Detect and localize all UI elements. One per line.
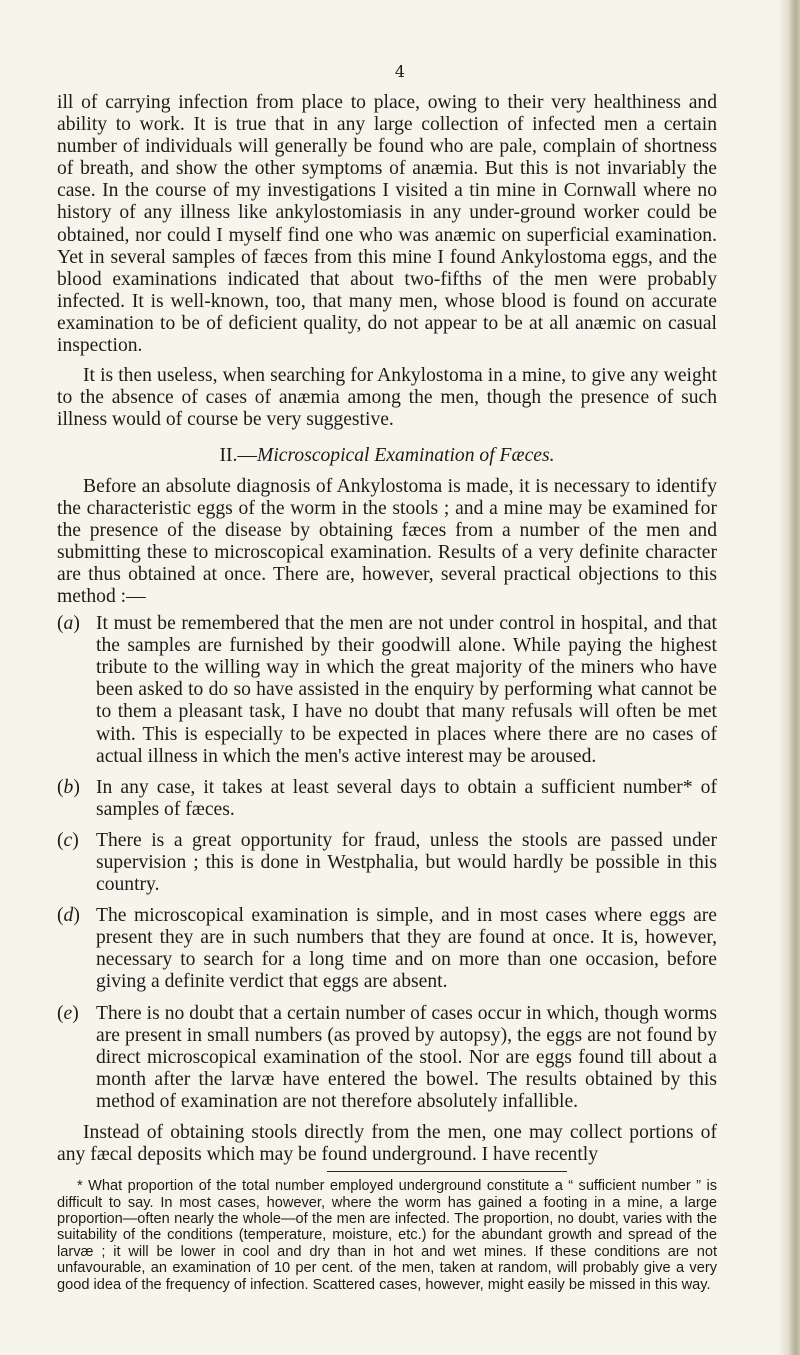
body-text — [57, 92, 717, 1293]
list-item — [57, 613, 717, 768]
page-edge-shadow — [778, 0, 800, 1355]
list-item-marker: (c) — [57, 829, 79, 851]
paragraph-1: ill of carrying infection from place to place, owing to their very healthiness and ability to work. It is true that in any large collection of infected men a certain number of individuals will generally be found who are pale, complain of shortness of breath, and show the other symptoms of anæmia. But this is not invariably the case. In the course of my investigations I visited a tin mine in Cornwall where no history of any illness like ankylostomiasis in any under-ground worker could be obtained, nor could I myself find one who was anæmic on superficial examination. Yet in several samples of fæces from this mine I found Ankylostoma eggs, and the blood examinations indicated that about two-fifths of the men were probably infected. It is well-known, too, that many men, whose blood is found on accurate examination to be of deficient quality, do not appear to be at all anæmic on casual inspection. — [57, 92, 717, 357]
list-item-text: It must be remembered that the men are not under control in hospital, and that the samples are furnished by their goodwill alone. While paying the highest tribute to the willing way in which the great majority of the miners who have been asked to do so have assisted in the enquiry by performing what cannot be to them a pleasant task, I have no doubt that many refusals will often be met with. This is especially to be expected in places where there are no cases of actual illness in which the men's active interest may be aroused. — [96, 613, 717, 767]
page-number: 4 — [394, 62, 406, 81]
section-heading — [57, 445, 717, 467]
list-item — [57, 830, 717, 896]
footnote — [57, 1178, 717, 1293]
list-item-marker: (b) — [57, 776, 80, 798]
footnote-separator — [327, 1171, 567, 1172]
paragraph-last: Instead of obtaining stools directly from the men, one may collect portions of any fæcal deposits which may be found underground. I have recently — [57, 1122, 717, 1166]
list-item-text: The microscopical examination is simple, and in most cases where eggs are present they are in such numbers that they are found at once. It is, however, necessary to search for a long time and on more than one occasion, before giving a definite verdict that eggs are absent. — [96, 905, 717, 993]
list-item-marker: (a) — [57, 613, 80, 635]
list-item-marker: (d) — [57, 905, 80, 927]
objections-list — [57, 613, 717, 1113]
footnote-text: * What proportion of the total number employed underground constitute a “ sufficient number ” is difficult to say. In most cases, however, where the worm has gained a footing in a mine, a large proportion—often nearly the whole—of the men are infected. The proportion, no doubt, varies with the suitability of the conditions (temperature, moisture, etc.) for the abundant growth and spread of the larvæ ; it will be lower in cool and dry than in hot and wet mines. If these conditions are not unfavourable, an examination of 10 per cent. of the men, taken at random, will probably give a very good idea of the frequency of infection. Scattered cases, however, might easily be missed in this way. — [57, 1178, 717, 1293]
paragraph-2: It is then useless, when searching for Ankylostoma in a mine, to give any weight to the absence of cases of anæmia among the men, though the presence of such illness would of course be very suggestive. — [57, 365, 717, 431]
list-item — [57, 777, 717, 821]
list-item — [57, 1003, 717, 1113]
list-item-text: There is a great opportunity for fraud, unless the stools are passed under supervision ; this is done in Westphalia, but would hardly be possible in this country. — [96, 829, 717, 896]
list-item-text: There is no doubt that a certain number of cases occur in which, though worms are present in small numbers (as proved by autopsy), the eggs are not found by direct microscopical examination of the stool. Nor are eggs found till about a month after the larvæ have entered the bowel. The results obtained by this method of examination are not therefore absolutely infallible. — [96, 1002, 717, 1112]
section-heading-number: II.— — [219, 445, 258, 467]
list-item-marker: (e) — [57, 1002, 79, 1024]
section-heading-title: Microscopical Examination of Fæces. — [257, 445, 555, 467]
paragraph-3: Before an absolute diagnosis of Ankylostoma is made, it is necessary to identify the characteristic eggs of the worm in the stools ; and a mine may be examined for the presence of the disease by obtaining fæces from a number of the men and submitting these to microscopical examination. Results of a very definite character are thus obtained at once. There are, however, several practical objections to this method :— — [57, 475, 717, 607]
list-item-text: In any case, it takes at least several days to obtain a sufficient number* of samples of fæces. — [96, 776, 717, 820]
list-item — [57, 905, 717, 993]
